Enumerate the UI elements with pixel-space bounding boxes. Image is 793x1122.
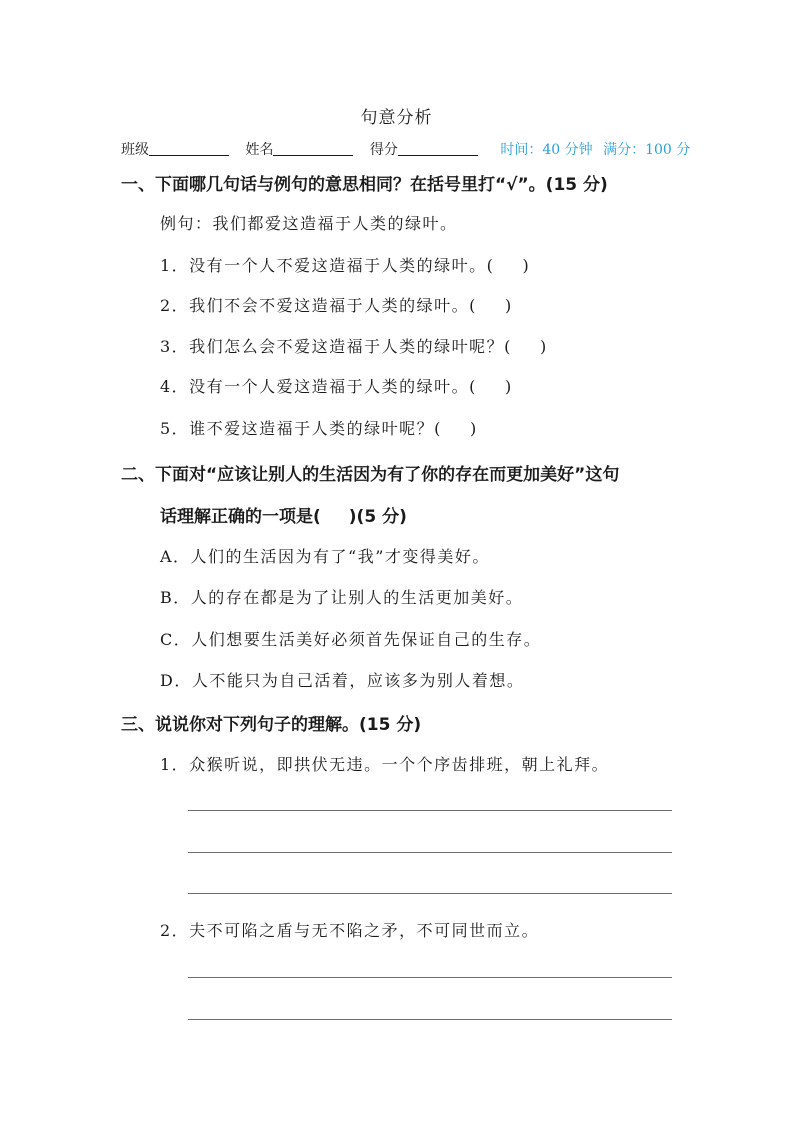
section-one-heading: 一、下面哪几句话与例句的意思相同？在括号里打“√”。(15 分) <box>121 175 608 195</box>
option-close: ) <box>469 419 478 438</box>
sentence-2: 2．夫不可陷之盾与无不陷之矛，不可同世而立。 <box>160 921 540 940</box>
choice-d: D．人不能只为自己活着，应该多为别人着想。 <box>160 671 525 690</box>
answer-line[interactable] <box>188 810 672 811</box>
option-text: 2．我们不会不爱这造福于人类的绿叶。( <box>160 296 477 315</box>
score-label: 得分 <box>369 142 398 158</box>
student-info-line <box>121 139 691 159</box>
option-text: 3．我们怎么会不爱这造福于人类的绿叶呢？( <box>160 337 512 356</box>
choice-b: B．人的存在都是为了让别人的生活更加美好。 <box>160 588 524 607</box>
section-three-heading: 三、说说你对下列句子的理解。(15 分) <box>121 715 422 735</box>
class-blank[interactable] <box>149 141 229 156</box>
example-sentence: 例句：我们都爱这造福于人类的绿叶。 <box>160 214 458 233</box>
option-3 <box>160 334 548 357</box>
answer-line[interactable] <box>188 977 672 978</box>
answer-line[interactable] <box>188 852 672 853</box>
option-4 <box>160 374 513 397</box>
section-two-heading: 二、下面对“应该让别人的生活因为有了你的存在而更加美好”这句 <box>121 465 620 485</box>
option-close: ) <box>504 296 513 315</box>
option-text: 4．没有一个人爱这造福于人类的绿叶。( <box>160 377 477 396</box>
option-close: ) <box>504 377 513 396</box>
class-label: 班级 <box>121 142 149 158</box>
heading-score: )(5 分) <box>348 507 407 527</box>
option-close: ) <box>539 337 548 356</box>
answer-line[interactable] <box>188 1019 672 1020</box>
option-text: 5．谁不爱这造福于人类的绿叶呢？( <box>160 419 442 438</box>
option-2 <box>160 293 513 316</box>
section-two-heading-continued <box>160 502 407 527</box>
option-1 <box>160 253 530 276</box>
name-blank[interactable] <box>273 141 353 156</box>
score-blank[interactable] <box>398 141 478 156</box>
time-limit: 时间：40 分钟 <box>500 142 593 158</box>
name-label: 姓名 <box>245 142 274 158</box>
full-score: 满分：100 分 <box>603 142 691 158</box>
option-text: 1．没有一个人不爱这造福于人类的绿叶。( <box>160 256 495 275</box>
page-title: 句意分析 <box>360 108 433 128</box>
heading-text: 话理解正确的一项是( <box>160 507 321 527</box>
choice-a: A．人们的生活因为有了“我”才变得美好。 <box>160 547 490 566</box>
option-close: ) <box>522 256 531 275</box>
option-5 <box>160 416 478 439</box>
sentence-1: 1．众猴听说，即拱伏无违。一个个序齿排班，朝上礼拜。 <box>160 755 610 774</box>
answer-line[interactable] <box>188 893 672 894</box>
choice-c: C．人们想要生活美好必须首先保证自己的生存。 <box>160 630 542 649</box>
